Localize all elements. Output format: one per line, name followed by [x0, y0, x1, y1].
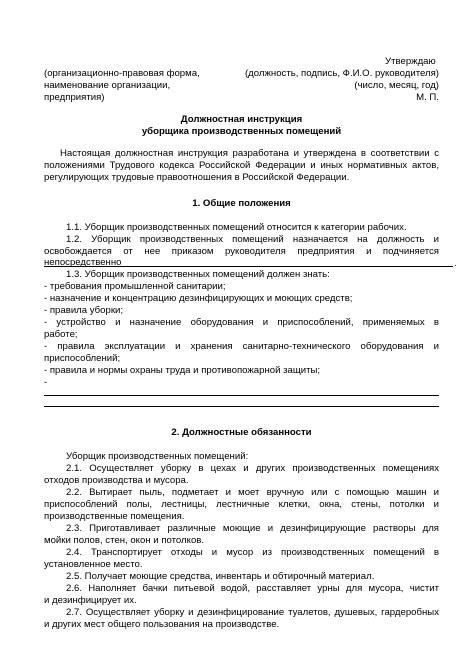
s1-line-10: работе;	[44, 329, 78, 340]
s2-line-13: и дезинфицирует их.	[44, 595, 137, 606]
section-2-heading: 2. Должностные обязанности	[171, 427, 312, 438]
intro-line-2: положениями Трудового кодекса Российской Федерации и иных нормативных актов,	[44, 160, 439, 171]
s2-line-5: приспособлений полы, лестницы, лестничные клетки, окна, стены, потолки и	[44, 499, 439, 510]
stamp-caption: М. П.	[416, 92, 439, 103]
s1-line-14: -	[44, 377, 48, 388]
s2-line-15: и других мест общего пользования на производстве.	[44, 619, 280, 630]
s1-line-3: освобождается от нее приказом руководителя предприятия и подчиняется непосредственно	[44, 246, 439, 269]
s2-line-3: отходов производства и мусора.	[44, 475, 189, 486]
s1-line-2: 1.2. Уборщик производственных помещений назначается на должность и	[66, 234, 439, 245]
approve-label: Утверждаю	[385, 56, 436, 67]
document-title: Должностная инструкция	[180, 114, 303, 125]
s1-line-4-period: .	[454, 258, 457, 269]
document-subtitle: уборщика производственных помещений	[141, 126, 342, 137]
date-caption: (число, месяц, год)	[354, 80, 439, 91]
intro-line-1: Настоящая должностная инструкция разработана и утверждена в соответствии с	[60, 148, 439, 159]
section-1-heading: 1. Общие положения	[192, 198, 291, 209]
s1-line-8: - правила уборки;	[44, 305, 124, 316]
s2-line-9: 2.4. Транспортирует отходы и мусор из производственных помещений в	[66, 547, 439, 558]
knowledge-blank-line-2	[44, 406, 439, 407]
s1-line-6: - требования промышленной санитарии;	[44, 281, 226, 292]
supervisor-blank-line	[44, 266, 453, 267]
intro-line-3: регулирующих трудовые правоотношения в Российской Федерации.	[44, 172, 350, 183]
s2-line-10: установленное место.	[44, 559, 143, 570]
s1-line-7: - назначение и концентрацию дезинфицирующих и моющих средств;	[44, 293, 353, 304]
s2-line-2: 2.1. Осуществляет уборку в цехах и других производственных помещениях	[66, 463, 439, 474]
s1-line-5: 1.3. Уборщик производственных помещений должен знать:	[66, 269, 330, 280]
s2-line-12: 2.6. Наполняет бачки питьевой водой, расставляет урны для мусора, чистит	[66, 583, 439, 594]
s2-line-1: Уборщик производственных помещений:	[66, 451, 249, 462]
org-form-caption-line-2: наименование организации,	[44, 80, 171, 91]
s1-line-13: - правила и нормы охраны труда и противопожарной защиты;	[44, 365, 321, 376]
knowledge-blank-line-1	[44, 395, 439, 396]
org-form-caption-line-3: предприятия)	[44, 92, 105, 103]
s2-line-11: 2.5. Получает моющие средства, инвентарь и обтирочный материал.	[66, 571, 375, 582]
s1-line-11: - правила эксплуатации и хранения санитарно-технического оборудования и	[44, 341, 439, 352]
s1-line-9: - устройство и назначение оборудования и приспособлений, применяемых в	[44, 317, 439, 328]
org-form-caption-line-1: (организационно-правовая форма,	[44, 68, 200, 79]
s2-line-7: 2.3. Приготавливает различные моющие и дезинфицирующие растворы для	[66, 523, 439, 534]
s1-line-1: 1.1. Уборщик производственных помещений относится к категории рабочих.	[66, 222, 407, 233]
s1-line-12: приспособлений;	[44, 353, 121, 364]
s2-line-6: производственные помещения.	[44, 511, 185, 522]
s2-line-4: 2.2. Вытирает пыль, подметает и моет вручную или с помощью машин и	[66, 487, 439, 498]
s2-line-8: мойки полов, стен, окон и потолков.	[44, 535, 205, 546]
s2-line-14: 2.7. Осуществляет уборку и дезинфицирование туалетов, душевых, гардеробных	[66, 607, 439, 618]
signature-caption: (должность, подпись, Ф.И.О. руководителя)	[244, 68, 439, 79]
